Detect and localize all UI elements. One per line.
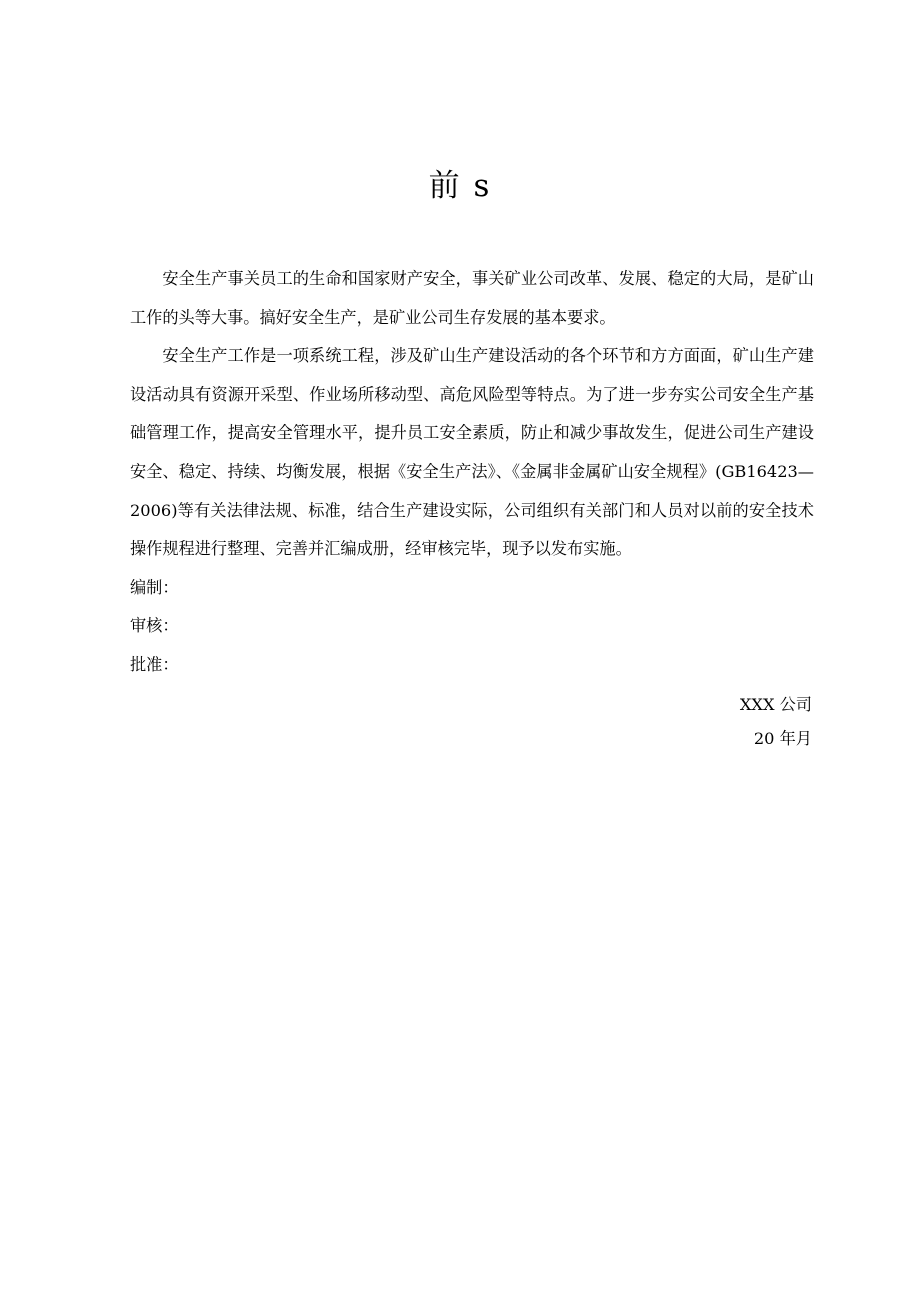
reviewed-by-field: 审核： <box>130 616 179 636</box>
document-body <box>130 260 814 685</box>
document-date: 20 年月 <box>753 729 812 748</box>
compiled-by-field: 编制： <box>130 577 179 597</box>
company-name: XXX 公司 <box>739 695 812 714</box>
paragraph-2: 安全生产工作是一项系统工程，涉及矿山生产建设活动的各个环节和方方面面，矿山生产建设活动具有资源开采型、作业场所移动型、高危风险型等特点。为了进一步夯实公司安全生产基础管理工作，提高安全管理水平，提升员工安全素质，防止和减少事故发生，促进公司生产建设安全、稳定、持续、均衡发展，根据《安全生产法》、《金属非金属矿山安全规程》(GB16423—2006)等有关法律法规、标准，结合生产建设实际，公司组织有关部门和人员对以前的安全技术操作规程进行整理、完善并汇编成册，经审核完毕，现予以发布实施。 <box>130 346 814 559</box>
approved-by-field: 批准： <box>130 654 179 674</box>
document-title: 前 s <box>428 168 492 204</box>
signature-block <box>500 688 812 756</box>
paragraph-1: 安全生产事关员工的生命和国家财产安全，事关矿业公司改革、发展、稳定的大局，是矿山工作的头等大事。搞好安全生产，是矿业公司生存发展的基本要求。 <box>130 269 814 327</box>
